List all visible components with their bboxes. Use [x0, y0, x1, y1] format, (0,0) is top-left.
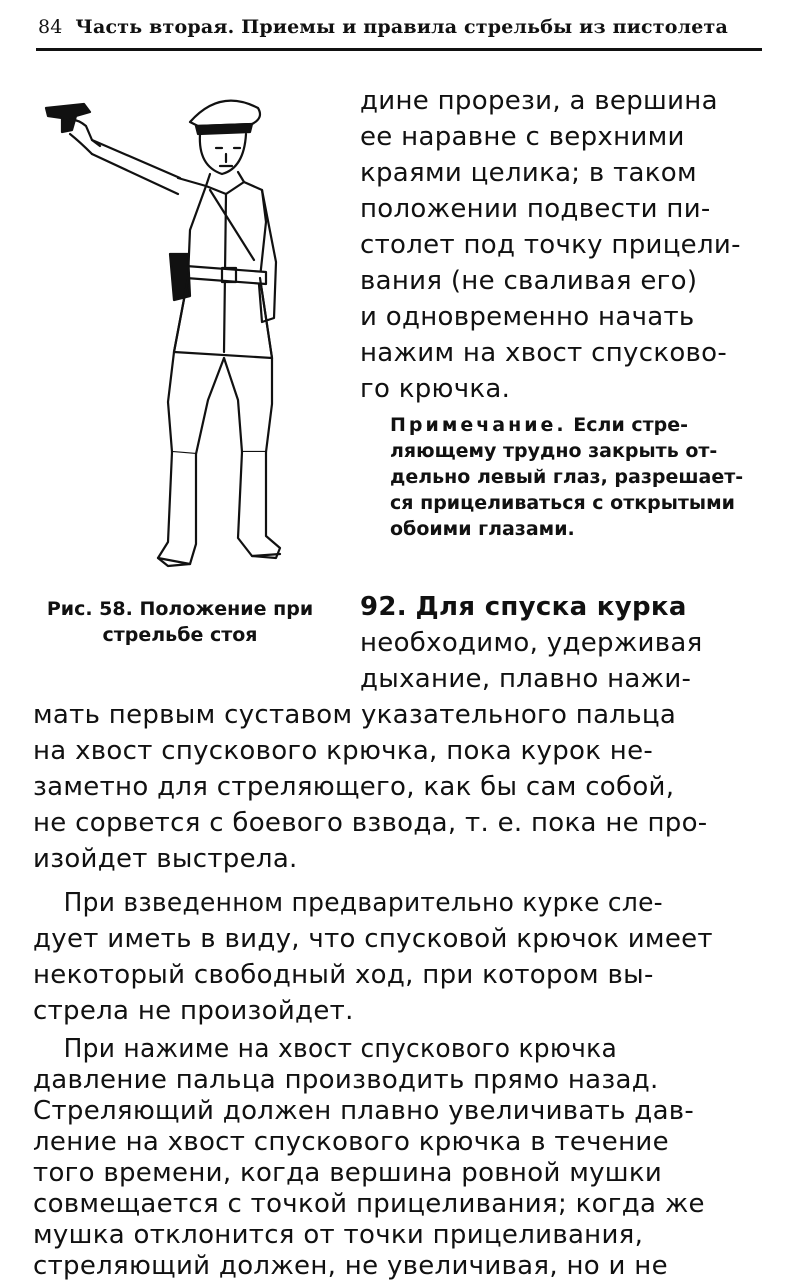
note-first-line [390, 414, 760, 436]
section-heading [360, 592, 760, 622]
text-line: нажим на хвост спусково- [360, 338, 728, 368]
text-line: необходимо, удерживая [360, 628, 703, 658]
note-line: Если стре- [573, 414, 689, 436]
header-rule [36, 48, 762, 51]
text-line: дине прорези, а вершина [360, 86, 718, 116]
text-line: стреляющий должен, не увеличивая, но и не [33, 1251, 668, 1281]
running-header [38, 16, 760, 38]
text-line: При нажиме на хвост спускового крючка [63, 1034, 618, 1064]
text-line: заметно для стреляющего, как бы сам собой, [33, 772, 675, 802]
note-line: ляющему трудно закрыть от- [390, 440, 718, 462]
text-line: давление пальца производить прямо назад. [33, 1065, 659, 1095]
text-line: на хвост спускового крючка, пока курок не- [33, 736, 654, 766]
figure-caption: Рис. 58. Положение при стрельбе стоя [46, 598, 314, 646]
note-line: обоими глазами. [390, 518, 575, 540]
text-line: совмещается с точкой прицеливания; когда же [33, 1189, 705, 1219]
text-line: некоторый свободный ход, при котором вы- [33, 960, 654, 990]
text-line: положении подвести пи- [360, 194, 711, 224]
text-line: изойдет выстрела. [33, 844, 298, 874]
note-label: Примечание. [390, 414, 567, 436]
text-line: мушка отклонится от точки прицеливания, [33, 1220, 644, 1250]
section-title: Для спуска курка [415, 592, 687, 622]
note-line: ся прицеливаться с открытыми [390, 492, 735, 514]
text-line: го крючка. [360, 374, 511, 404]
section-number: 92. [360, 592, 407, 622]
note-line: дельно левый глаз, разрешает- [390, 466, 744, 488]
text-line: столет под точку прицели- [360, 230, 741, 260]
text-line: дыхание, плавно нажи- [360, 664, 692, 694]
text-line: ее наравне с верхними [360, 122, 685, 152]
text-line: того времени, когда вершина ровной мушки [33, 1158, 663, 1188]
text-line: стрела не произойдет. [33, 996, 354, 1026]
text-line: Стреляющий должен плавно увеличивать дав- [33, 1096, 695, 1126]
text-line: ление на хвост спускового крючка в течение [33, 1127, 669, 1157]
text-line: краями целика; в таком [360, 158, 697, 188]
text-line: мать первым суставом указательного пальца [33, 700, 677, 730]
page-number: 84 [38, 16, 63, 38]
figure-illustration [40, 82, 340, 592]
text-line: вания (не сваливая его) [360, 266, 698, 296]
header-title: Часть вторая. Приемы и правила стрельбы из пистолета [75, 16, 728, 38]
text-line: При взведенном предварительно курке сле- [63, 888, 663, 918]
text-line: не сорвется с боевого взвода, т. е. пока не про- [33, 808, 708, 838]
soldier-aiming-pistol-illustration [40, 82, 340, 592]
text-line: и одновременно начать [360, 302, 695, 332]
text-line: дует иметь в виду, что спусковой крючок имеет [33, 924, 713, 954]
